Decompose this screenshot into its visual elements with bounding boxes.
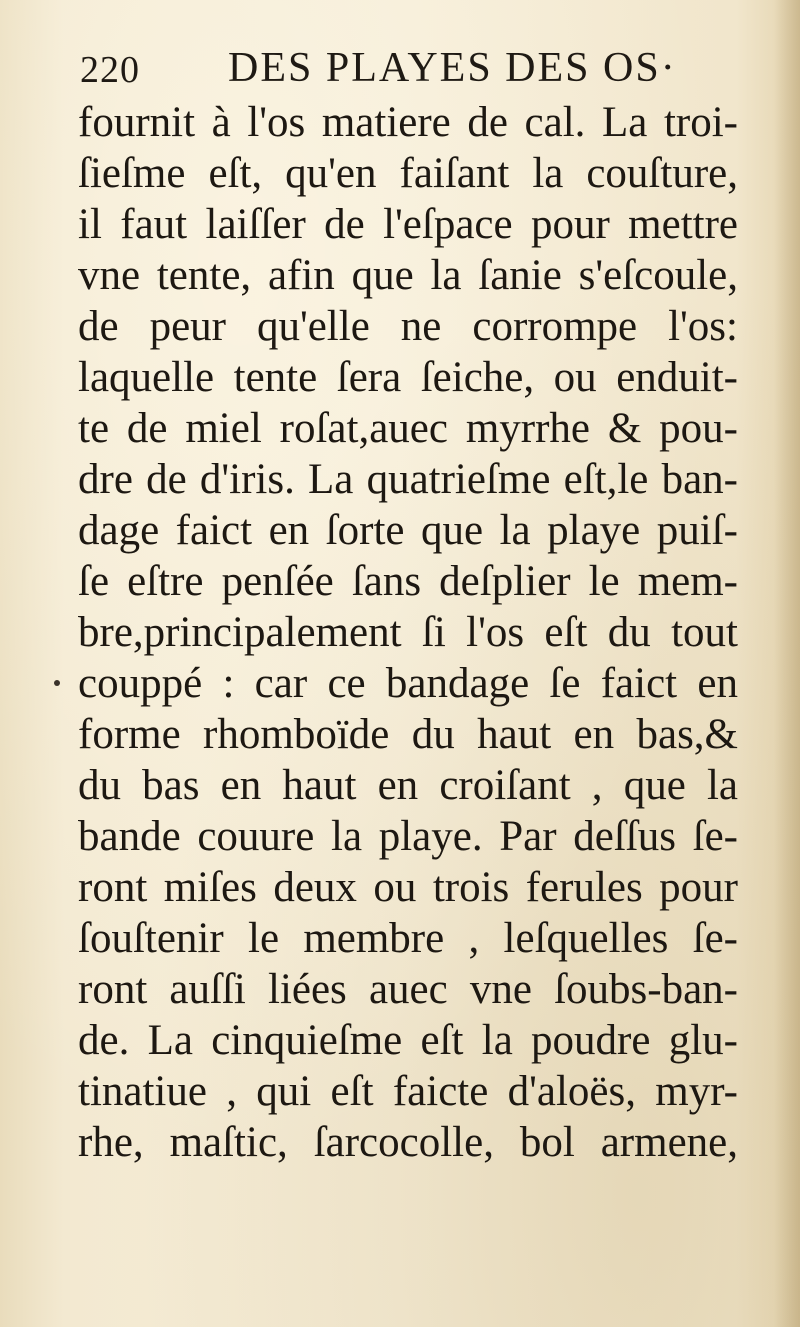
margin-mark [54,680,60,686]
text-line: du bas en haut en croiſant , que la [78,762,738,809]
text-line: bre,principalement ſi l'os eſt du tout [78,609,738,656]
page-header [80,40,677,100]
page-number: 220 [80,49,140,91]
text-line: il faut laiſſer de l'eſpace pour mettre [78,201,738,248]
text-line: laquelle tente ſera ſeiche, ou enduit- [78,354,738,401]
running-head: DES PLAYES DES OS· [228,45,677,91]
text-line: dage faict en ſorte que la playe puiſ- [78,507,738,554]
text-line: ſieſme eſt, qu'en faiſant la couſture, [78,150,738,197]
text-line: ſe eſtre penſée ſans deſplier le mem- [78,558,738,605]
text-line: te de miel roſat,auec myrrhe & pou- [78,405,738,452]
text-line: tinatiue , qui eſt faicte d'aloës, myr- [78,1068,738,1115]
text-line: forme rhomboïde du haut en bas,& [78,711,738,758]
text-line: rhe, maſtic, ſarcocolle, bol armene, [78,1119,738,1166]
text-line: dre de d'iris. La quatrieſme eſt,le ban- [78,456,738,503]
text-line: ront auſſi liées auec vne ſoubs-ban- [78,966,738,1013]
text-line: fournit à l'os matiere de cal. La troi- [78,99,738,146]
text-line: ront miſes deux ou trois ferules pour [78,864,738,911]
text-line: de. La cinquieſme eſt la poudre glu- [78,1017,738,1064]
page-edge-shadow [774,0,800,1327]
text-line: de peur qu'elle ne corrompe l'os: [78,303,738,350]
text-line: couppé : car ce bandage ſe faict en [78,660,738,707]
body-text [78,97,738,1168]
text-line: ſouſtenir le membre , leſquelles ſe- [78,915,738,962]
text-line: vne tente, afin que la ſanie s'eſcoule, [78,252,738,299]
text-line: bande couure la playe. Par deſſus ſe- [78,813,738,860]
